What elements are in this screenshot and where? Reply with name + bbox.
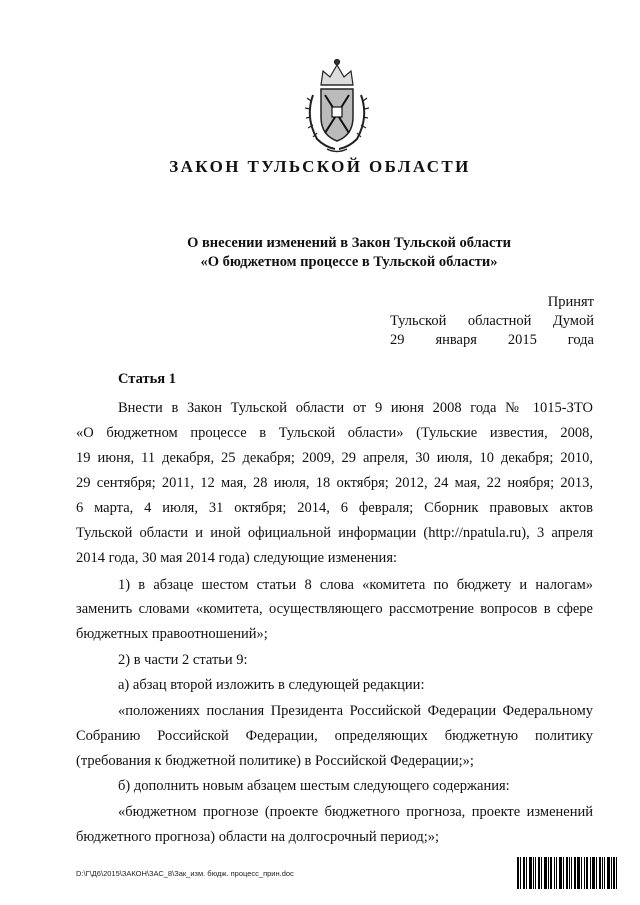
body-text-line: Собранию Российской Федерации, определяющих бюджетную политику bbox=[76, 728, 593, 744]
adopted-date-part: 2015 bbox=[507, 332, 537, 348]
law-subtitle-line-1: О внесении изменений в Закон Тульской области bbox=[187, 235, 511, 251]
body-text-line: Тульской области и иной официальной информации (http://npatula.ru), 3 апреля bbox=[76, 525, 593, 541]
body-text-line: 2014 года, 30 мая 2014 года) следующие изменения: bbox=[76, 550, 398, 566]
body-text-line: 19 июня, 11 декабря, 25 декабря; 2009, 29 апреля, 30 июля, 10 декабря; 2010, bbox=[76, 450, 593, 466]
body-text-line: 29 сентября; 2011, 12 мая, 28 июля, 18 октября; 2012, 24 мая, 22 ноября; 2013, bbox=[76, 475, 593, 491]
adopted-word: Принят bbox=[547, 294, 594, 310]
article-heading: Статья 1 bbox=[118, 371, 176, 387]
adopted-org-word: областной bbox=[467, 313, 532, 329]
law-title: ЗАКОН ТУЛЬСКОЙ ОБЛАСТИ bbox=[169, 157, 471, 176]
adopted-date-part: января bbox=[435, 332, 477, 348]
body-text-line: 6 марта, 4 июля, 31 октября; 2014, 6 февраля; Сборник правовых актов bbox=[76, 500, 593, 516]
coat-of-arms-emblem bbox=[299, 55, 375, 155]
body-text-line: «бюджетном прогнозе (проекте бюджетного прогноза, проекте изменений bbox=[118, 804, 593, 820]
body-text-line: (требования к бюджетной политике) в Российской Федерации;»; bbox=[76, 753, 474, 769]
body-text-line: «О бюджетном процессе в Тульской области» (Тульские известия, 2008, bbox=[76, 425, 593, 441]
adopted-org-word: Думой bbox=[552, 313, 594, 329]
adopted-date-part: года bbox=[567, 332, 594, 348]
body-text-line: 1) в абзаце шестом статьи 8 слова «комитета по бюджету и налогам» bbox=[118, 577, 593, 593]
body-text-line: 2) в части 2 статьи 9: bbox=[118, 652, 248, 668]
barcode-image bbox=[517, 857, 617, 889]
adopted-date-part: 29 bbox=[390, 332, 405, 348]
body-text-line: а) абзац второй изложить в следующей редакции: bbox=[118, 677, 425, 693]
body-text-line: бюджетных правоотношений»; bbox=[76, 626, 268, 642]
body-text-line: заменить словами «комитета, осуществляющего рассмотрение вопросов в сфере bbox=[76, 601, 593, 617]
body-text-line: бюджетного прогноза) области на долгосрочный период;»; bbox=[76, 829, 440, 845]
adoption-block bbox=[390, 293, 594, 350]
body-text-line: Внести в Закон Тульской области от 9 июня 2008 года № 1015-ЗТО bbox=[118, 400, 593, 416]
law-subtitle-line-2: «О бюджетном процессе в Тульской области» bbox=[200, 254, 498, 270]
body-text-line: «положениях послания Президента Российской Федерации Федеральному bbox=[118, 703, 593, 719]
adopted-org-word: Тульской bbox=[390, 313, 447, 329]
file-path-footer: D:\Г\Д6\2015\ЗАКОН\ЗАС_8\Зак_изм. бюдж. процесс_прин.doc bbox=[76, 869, 294, 878]
body-text-line: б) дополнить новым абзацем шестым следующего содержания: bbox=[118, 778, 510, 794]
